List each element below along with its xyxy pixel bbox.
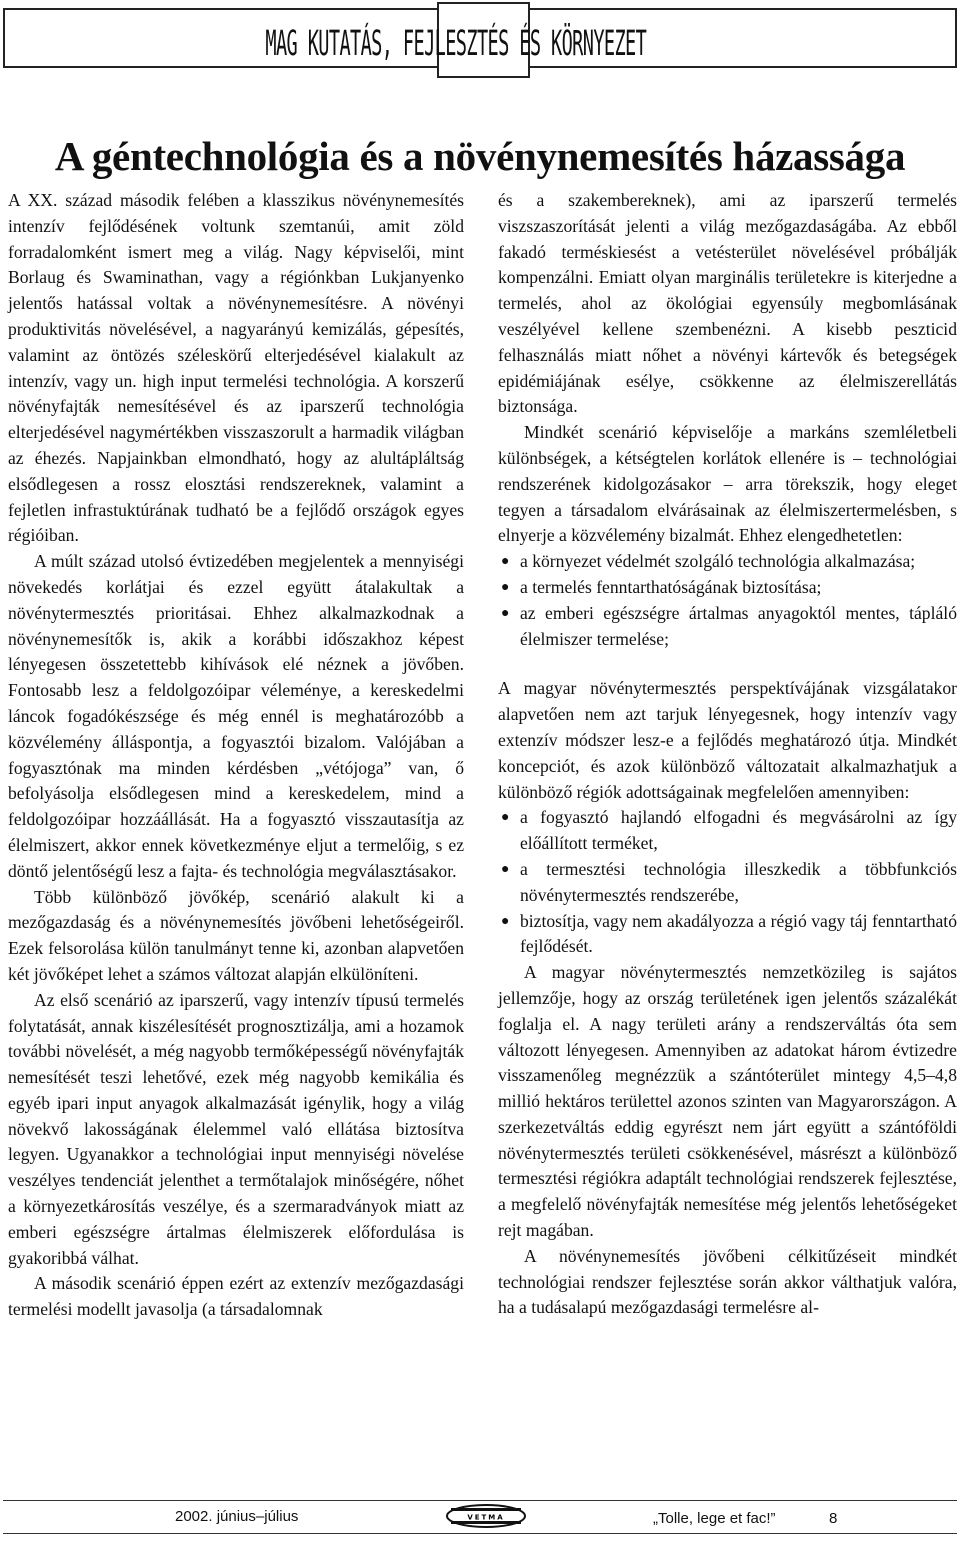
section-title: MAG KUTATÁS, FEJLESZTÉS ÉS KÖRNYEZET: [265, 24, 646, 65]
list-item: ● a környezet védelmét szolgáló technológia alkalmazása;: [498, 549, 957, 575]
left-column: [8, 188, 464, 1323]
paragraph: és a szakembereknek), ami az iparszerű termelés viszszaszorítását jelenti a világ mezőgazdaságába. Az ebből fakadó terméskiesést a vetésterület növelésével próbálják kompenzálni. Emiatt olyan marginális területekre is kiterjedne a termelés, ahol az ökológiai egyensúly megbomlásának veszélyével kellene szembenézni. A kisebb peszticid felhasználás miatt nőhet a növényi kártevők és betegségek epidémiájának esélye, csökkenne az élelmiszerellátás biztonsága.: [498, 190, 957, 417]
list-item: ● biztosítja, vagy nem akadályozza a régió vagy táj fenntartható fejlődését.: [501, 910, 957, 957]
bullet-icon: ●: [501, 810, 510, 826]
conditions-list: [498, 805, 957, 960]
bullet-icon: ●: [501, 605, 510, 621]
vetma-logo: [445, 1503, 527, 1529]
page-footer: [3, 1500, 957, 1534]
motto: „Tolle, lege et fac!”: [653, 1510, 776, 1527]
list-item: ● a termesztési technológia illeszkedik a többfunkciós növénytermesztés rendszerébe,: [501, 858, 957, 905]
article-title: A géntechnológia és a növénynemesítés házassága: [54, 133, 906, 179]
list-item: ● a termelés fenntarthatóságának biztosítása;: [498, 575, 957, 601]
page-number: 8: [829, 1510, 838, 1527]
paragraph: A XX. század második felében a klasszikus növénynemesítés intenzív fejlődésének voltunk szemtanúi, amit zöld forradalomként ismert meg a világ. Nagy képviselői, mint Borlaug és Swaminathan, vagy a régiónkban Lukjanyenko jelentős hatással voltak a növénynemesítésre. A növényi produktivitás növelésével, a nagyarányú kemizálás, gépesítés, valamint az öntözés széleskörű elterjedésével kialakult az intenzív, vagy un. high input termelési technológia. A korszerű növényfajták nemesítésével és az iparszerű technológia elterjedésével nagymértékben visszaszorult a harmadik világban az éhezés. Napjainkban elmondható, hogy az alultápláltság elsődlegesen a rossz elosztási rendszereknek, valamint a fejletlen infrastuktúrának tudható be a fejlődő országok egyes régióiban.: [8, 190, 464, 546]
paragraph: Mindkét scenárió képviselője a markáns szemléletbeli különbségek, a kétségtelen korlátok ellenére is – technológiai rendszerének kidolgozásakor – arra törekszik, hogy eleget tegyen a társadalom elvárásainak az élelmiszertermelésben, s elnyerje a közvélemény bizalmát. Ehhez elengedhetetlen:: [498, 422, 957, 546]
paragraph: Több különböző jövőkép, scenárió alakult ki a mezőgazdaság és a növénynemesítés jövőbeni lehetőségeiről. Ezek felsorolása külön tanulmányt tenne ki, azonban alapvetően két jövőképet lehet a számos változat alapján elkülöníteni.: [8, 886, 464, 984]
list-item: ● az emberi egészségre ártalmas anyagoktól mentes, tápláló élelmiszer termelése;: [501, 602, 957, 649]
issue-date: 2002. június–július: [175, 1508, 299, 1525]
requirements-list: [498, 549, 957, 652]
svg-text:VETMA: VETMA: [467, 1513, 505, 1522]
bullet-icon: ●: [501, 579, 510, 595]
bullet-icon: ●: [501, 554, 510, 570]
bullet-icon: ●: [501, 913, 510, 929]
paragraph: Az első scenárió az iparszerű, vagy intenzív típusú termelés folytatását, annak kiszélesítését prognosztizálja, ami a hozamok további növelését, a még nagyobb termőképességű növényfajták nemesítését teszi lehetővé, ezek még nagyobb kemikália és egyéb ipari input anyagok alkalmazását igénylik, hogy a világ növekvő lakosságának élelemmel való ellátása biztosítva legyen. Ugyanakkor a technológiai input mennyiségi növelése veszélyes tendenciát jelenthet a termőtalajok minőségére, nőhet a környezetkárosítás veszélye, és a szermaradványok miatt az emberi egészségre ártalmas élelmiszerek előfordulása is gyakoribbá válhat.: [8, 989, 464, 1268]
paragraph: A növénynemesítés jövőbeni célkitűzéseit mindkét technológiai rendszer fejlesztése során akkor válthatjuk valóra, ha a tudásalapú mezőgazdasági termelésre al-: [498, 1245, 957, 1318]
bullet-icon: ●: [501, 861, 510, 877]
paragraph: A magyar növénytermesztés perspektívájának vizsgálatakor alapvetően nem azt tarjuk lényegesnek, hogy intenzív vagy extenzív módszer lesz-e a fejlődés meghatározó útja. Mindkét koncepciót, és azok különböző változatait alkalmazhatjuk a különböző régiók adottságainak megfelelően amennyiben:: [498, 678, 957, 802]
list-item: ● a fogyasztó hajlandó elfogadni és megvásárolni az így előállított terméket,: [501, 807, 957, 854]
paragraph: A magyar növénytermesztés nemzetközileg is sajátos jellemzője, hogy az ország területének igen jelentős százalékát foglalja el. A nagy területi arány a rendszerváltás óta sem változott lényegesen. Amennyiben az adatokat három évtizedre visszamenőleg megnézzük a szántóterület mintegy 4,5–4,8 millió hektáros területtel azonos szinten van Magyarországon. A szerkezetváltás eddig egyrészt nem járt együtt a szántóföldi növénytermesztés területi csökkenésével, másrészt a különböző termesztési régiókra adaptált technológiai rendszerek fejlesztése, a megfelelő növényfajták nemesítése még jelentős lehetőségeket rejt magában.: [498, 962, 957, 1241]
right-column: [498, 188, 957, 1321]
paragraph: A múlt század utolsó évtizedében megjelentek a mennyiségi növekedés korlátjai és ezzel együtt átalakultak a növénytermesztés prioritásai. Ehhez alkalmazkodnak a növénynemesítők is, akik a korábbi időszakhoz képest lényegesen összetettebb kihívások elé néznek a jövőben. Fontosabb lesz a feldolgozóipar véleménye, a kereskedelmi láncok fogadókészsége és még ennél is meghatározóbb a közvélemény álláspontja, a fogyasztói bizalom. Valójában a fogyasztónak ma minden kérdésben „vétójoga” van, ő befolyásolja elsődlegesen mind a kereskedelem, mind a feldolgozóipar hozzáállását. Ha a fogyasztó visszautasítja az élelmiszert, akkor ennek következménye eljut a termelőig, s ez döntő jelentőségű lesz a fajta- és technológia megválasztásakor.: [8, 551, 464, 881]
paragraph: A második scenárió éppen ezért az extenzív mezőgazdasági termelési modellt javasolja (a társadalomnak: [8, 1273, 464, 1320]
